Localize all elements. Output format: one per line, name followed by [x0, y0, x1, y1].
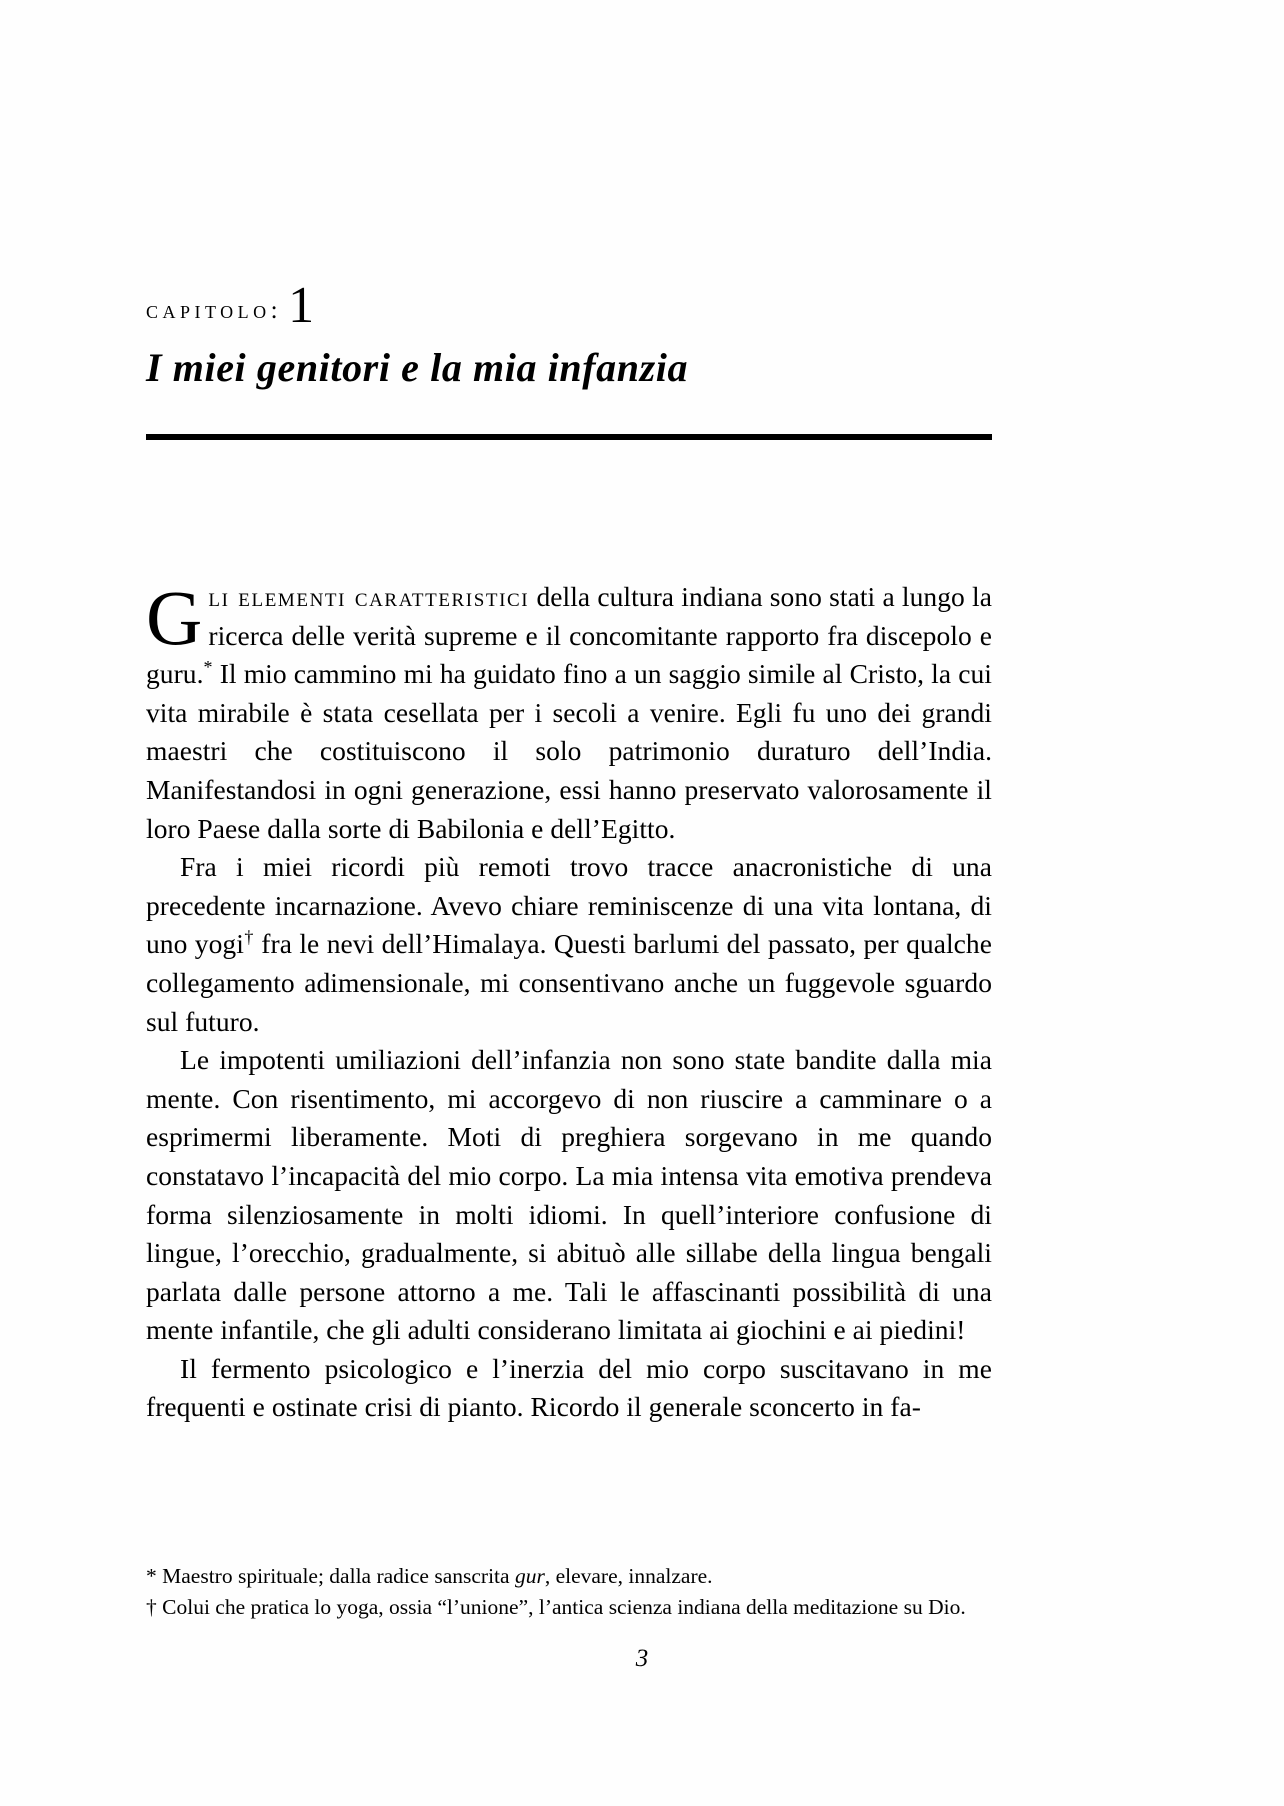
page-content: [146, 276, 992, 1427]
chapter-header: [146, 276, 992, 338]
footnote-marker-dagger: †: [243, 927, 254, 948]
body-text: [146, 574, 992, 1427]
footnote-marker-asterisk: *: [203, 657, 213, 678]
footnote-1: [146, 1561, 992, 1592]
paragraph-2-text-a: Fra i miei ricordi più remoti trovo tracce anacronistiche di una precedente incarnazione. Avevo chiare reminiscenze di una vita lontana, di uno yogi: [146, 851, 992, 960]
footnote-section: [146, 1561, 992, 1623]
paragraph-1-text-a: della cultura indiana sono stati a lungo la ricerca delle verità supreme e il concomitante rapporto fra discepolo e guru.: [146, 581, 992, 690]
chapter-rule-divider: [146, 434, 992, 440]
chapter-number: 1: [288, 277, 315, 334]
footnote-2-text: Colui che pratica lo yoga, ossia “l’unione”, l’antica scienza indiana della meditazione su Dio.: [156, 1595, 966, 1619]
footnote-2: [146, 1592, 992, 1623]
drop-cap: G: [146, 574, 203, 661]
footnote-2-marker: †: [146, 1595, 157, 1619]
footnote-1-marker: *: [146, 1564, 157, 1588]
paragraph-2-text-b: fra le nevi dell’Himalaya. Questi barlumi del passato, per qualche collegamento adimensionale, mi consentivano anche un fuggevole sguardo sul futuro.: [146, 928, 992, 1037]
footnote-1-text-b: , elevare, innalzare.: [544, 1564, 713, 1588]
paragraph-1-text-b: Il mio cammino mi ha guidato fino a un saggio simile al Cristo, la cui vita mirabile è stata cesellata per i secoli a venire. Egli fu uno dei grandi maestri che costituiscono il solo patrimonio duraturo dell’India. Manifestandosi in ogni generazione, essi hanno preservato valorosamente il loro Paese dalla sorte di Babilonia e dell’Egitto.: [146, 658, 992, 844]
small-caps-opening: li elementi caratteristici: [208, 581, 530, 612]
chapter-label: capitolo:: [146, 297, 283, 324]
page-number: 3: [635, 1645, 649, 1672]
paragraph-3: Le impotenti umiliazioni dell’infanzia non sono state bandite dalla mia mente. Con risentimento, mi accorgevo di non riuscire a camminare o a esprimermi liberamente. Moti di preghiera sorgevano in me quando constatavo l’incapacità del mio corpo. La mia intensa vita emotiva prendeva forma silenziosamente in molti idiomi. In quell’interiore confusione di lingue, l’orecchio, gradualmente, si abituò alle sillabe della lingua bengali parlata dalle persone attorno a me. Tali le affascinanti possibilità di una mente infantile, che gli adulti considerano limitata ai giochini e ai piedini!: [146, 1044, 992, 1346]
footnote-1-text-a: Maestro spirituale; dalla radice sanscrita: [156, 1564, 515, 1588]
paragraph-1: [146, 574, 992, 848]
paragraph-2: [146, 848, 992, 1041]
footnote-1-italic-term: gur: [514, 1564, 545, 1588]
paragraph-4: Il fermento psicologico e l’inerzia del mio corpo suscitavano in me frequenti e ostinate crisi di pianto. Ricordo il generale sconcerto in fa-: [146, 1352, 992, 1423]
chapter-title: I miei genitori e la mia infanzia: [146, 345, 689, 390]
